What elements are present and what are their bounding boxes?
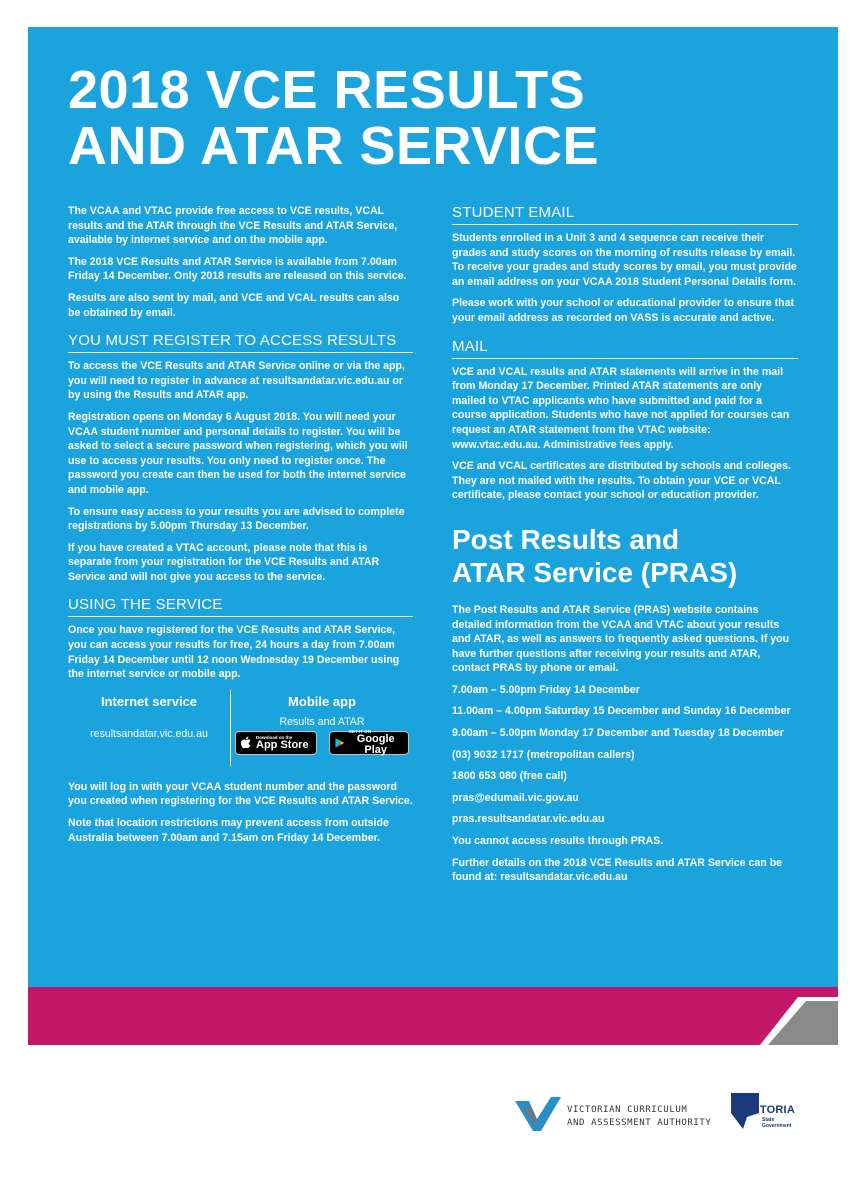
intro-paragraph: The VCAA and VTAC provide free access to VCE results, VCAL results and the ATAR through the VCE Results and ATAR Service, available by internet service and on the mobile app. bbox=[68, 205, 398, 247]
service-options bbox=[68, 690, 413, 766]
internet-service-box bbox=[68, 690, 231, 766]
right-column bbox=[452, 204, 798, 892]
app-store-small-text: Download on the bbox=[256, 734, 293, 740]
mail-heading: MAIL bbox=[452, 338, 798, 359]
pras-note: You cannot access results through PRAS. bbox=[452, 835, 664, 848]
register-paragraph: Registration opens on Monday 6 August 2018. You will need your VCAA student number and personal details to register. You will be asked to select a secure password when registering, which you will use to access your results. You only need to register once. The password you create can then be used for both the internet service and mobile app. bbox=[68, 410, 408, 496]
email-paragraph: Please work with your school or educational provider to ensure that your email address as recorded on VASS is accurate and active. bbox=[452, 297, 795, 324]
mail-paragraph: VCE and VCAL certificates are distributed by schools and colleges. They are not mailed with the results. To obtain your VCE or VCAL certificate, please contact your school or education provider. bbox=[452, 460, 791, 502]
google-play-icon bbox=[335, 737, 344, 749]
register-paragraph: If you have created a VTAC account, please note that this is separate from your registration for the VCE Results and ATAR Service and will not give you access to the service. bbox=[68, 541, 380, 583]
pras-hours: 9.00am – 5.00pm Monday 17 December and Tuesday 18 December bbox=[452, 727, 784, 740]
victoria-sub-text bbox=[762, 1117, 791, 1129]
pras-heading bbox=[452, 523, 798, 589]
pras-hours: 11.00am – 4.00pm Saturday 15 December and Sunday 16 December bbox=[452, 705, 791, 718]
page-title bbox=[68, 62, 599, 174]
pras-email[interactable]: pras@edumail.vic.gov.au bbox=[452, 791, 579, 804]
using-intro: Once you have registered for the VCE Results and ATAR Service, you can access your results for free, 24 hours a day from 7.00am Friday 14 December until 12 noon Wednesday 19 December using the internet service or mobile app. bbox=[68, 624, 400, 681]
using-paragraph: Note that location restrictions may prevent access from outside Australia between 7.00am and 7.15am on Friday 14 December. bbox=[68, 817, 389, 844]
apple-icon bbox=[241, 736, 252, 749]
mobile-app-heading: Mobile app bbox=[288, 693, 356, 709]
intro-paragraph: The 2018 VCE Results and ATAR Service is available from 7.00am Friday 14 December. Only 2018 results are released on this service. bbox=[68, 255, 407, 283]
using-heading: USING THE SERVICE bbox=[68, 596, 413, 617]
register-paragraph: To access the VCE Results and ATAR Service online or via the app, you will need to register in advance at resultsandatar.vic.edu.au or by using the Results and ATAR app. bbox=[68, 360, 405, 402]
vcaa-line-2: AND ASSESSMENT AUTHORITY bbox=[567, 1118, 712, 1128]
using-paragraph: You will log in with your VCAA student number and the password you created when registering for the VCE Results and ATAR Service. bbox=[68, 780, 413, 808]
internet-service-url[interactable]: resultsandatar.vic.edu.au bbox=[90, 727, 208, 740]
victoria-logo-text: VICTORIA bbox=[741, 1104, 795, 1116]
left-column bbox=[68, 204, 413, 852]
vcaa-line-1: VICTORIAN CURRICULUM bbox=[567, 1105, 688, 1115]
intro-paragraph: Results are also sent by mail, and VCE and VCAL results can also be obtained by email. bbox=[68, 291, 400, 319]
pras-heading-line-1: Post Results and bbox=[452, 523, 680, 555]
student-email-section bbox=[452, 204, 798, 326]
mobile-app-box bbox=[231, 690, 413, 766]
footer-logos bbox=[515, 1093, 815, 1135]
pras-section bbox=[452, 523, 798, 885]
further-details: Further details on the 2018 VCE Results and ATAR Service can be found at: resultsandatar.vic.edu.au bbox=[452, 856, 783, 884]
internet-service-heading: Internet service bbox=[100, 693, 198, 709]
title-line-1: 2018 VCE RESULTS bbox=[68, 60, 586, 120]
title-line-2: AND ATAR SERVICE bbox=[68, 116, 600, 176]
pras-phone: (03) 9032 1717 (metropolitan callers) bbox=[452, 748, 635, 761]
pras-heading-line-2: ATAR Service (PRAS) bbox=[452, 556, 738, 588]
vic-sub-line-1: State bbox=[762, 1117, 775, 1123]
pras-website[interactable]: pras.resultsandatar.vic.edu.au bbox=[452, 813, 605, 826]
vic-sub-line-2: Government bbox=[762, 1123, 792, 1129]
vcaa-logo-icon bbox=[515, 1097, 561, 1131]
app-store-label: App Store bbox=[256, 738, 309, 751]
intro-section bbox=[68, 204, 413, 320]
register-heading: YOU MUST REGISTER TO ACCESS RESULTS bbox=[68, 332, 413, 353]
using-section bbox=[68, 596, 413, 845]
google-play-badge[interactable] bbox=[329, 731, 409, 755]
pras-phone: 1800 653 080 (free call) bbox=[452, 770, 567, 783]
register-section bbox=[68, 332, 413, 584]
mail-paragraph: VCE and VCAL results and ATAR statements will arrive in the mail from Monday 17 December. Printed ATAR statements are only mailed to VTAC applicants who have submitted and paid for a course application. Students who have not applied for courses can request an ATAR statement from the VTAC website: www.vtac.edu.au. Administrative fees apply. bbox=[452, 365, 790, 451]
register-paragraph: To ensure easy access to your results you are advised to complete registrations by 5.00pm Thursday 13 December. bbox=[68, 505, 405, 533]
student-email-heading: STUDENT EMAIL bbox=[452, 204, 798, 225]
store-badges bbox=[231, 731, 413, 755]
pras-paragraph: The Post Results and ATAR Service (PRAS) website contains detailed information from the VCAA and VTAC about your results and ATAR, as well as answers to frequently asked questions. If you have further questions after receiving your results and ATAR, contact PRAS by phone or email. bbox=[452, 603, 790, 675]
app-store-badge[interactable] bbox=[235, 731, 317, 755]
band-stripes bbox=[28, 987, 838, 1045]
google-play-small-text: GET IT ON bbox=[348, 729, 371, 735]
vcaa-logo-text bbox=[567, 1104, 711, 1130]
mobile-app-name: Results and ATAR bbox=[279, 715, 365, 728]
email-paragraph: Students enrolled in a Unit 3 and 4 sequence can receive their grades and study scores on the morning of results release by email. To receive your grades and study scores by email, you must provide an email address on your VCAA 2018 Student Personal Details form. bbox=[452, 232, 797, 288]
footer-band bbox=[28, 987, 838, 1045]
mail-section bbox=[452, 338, 798, 503]
google-play-label: Google Play bbox=[356, 733, 395, 757]
pras-hours: 7.00am – 5.00pm Friday 14 December bbox=[452, 683, 640, 696]
